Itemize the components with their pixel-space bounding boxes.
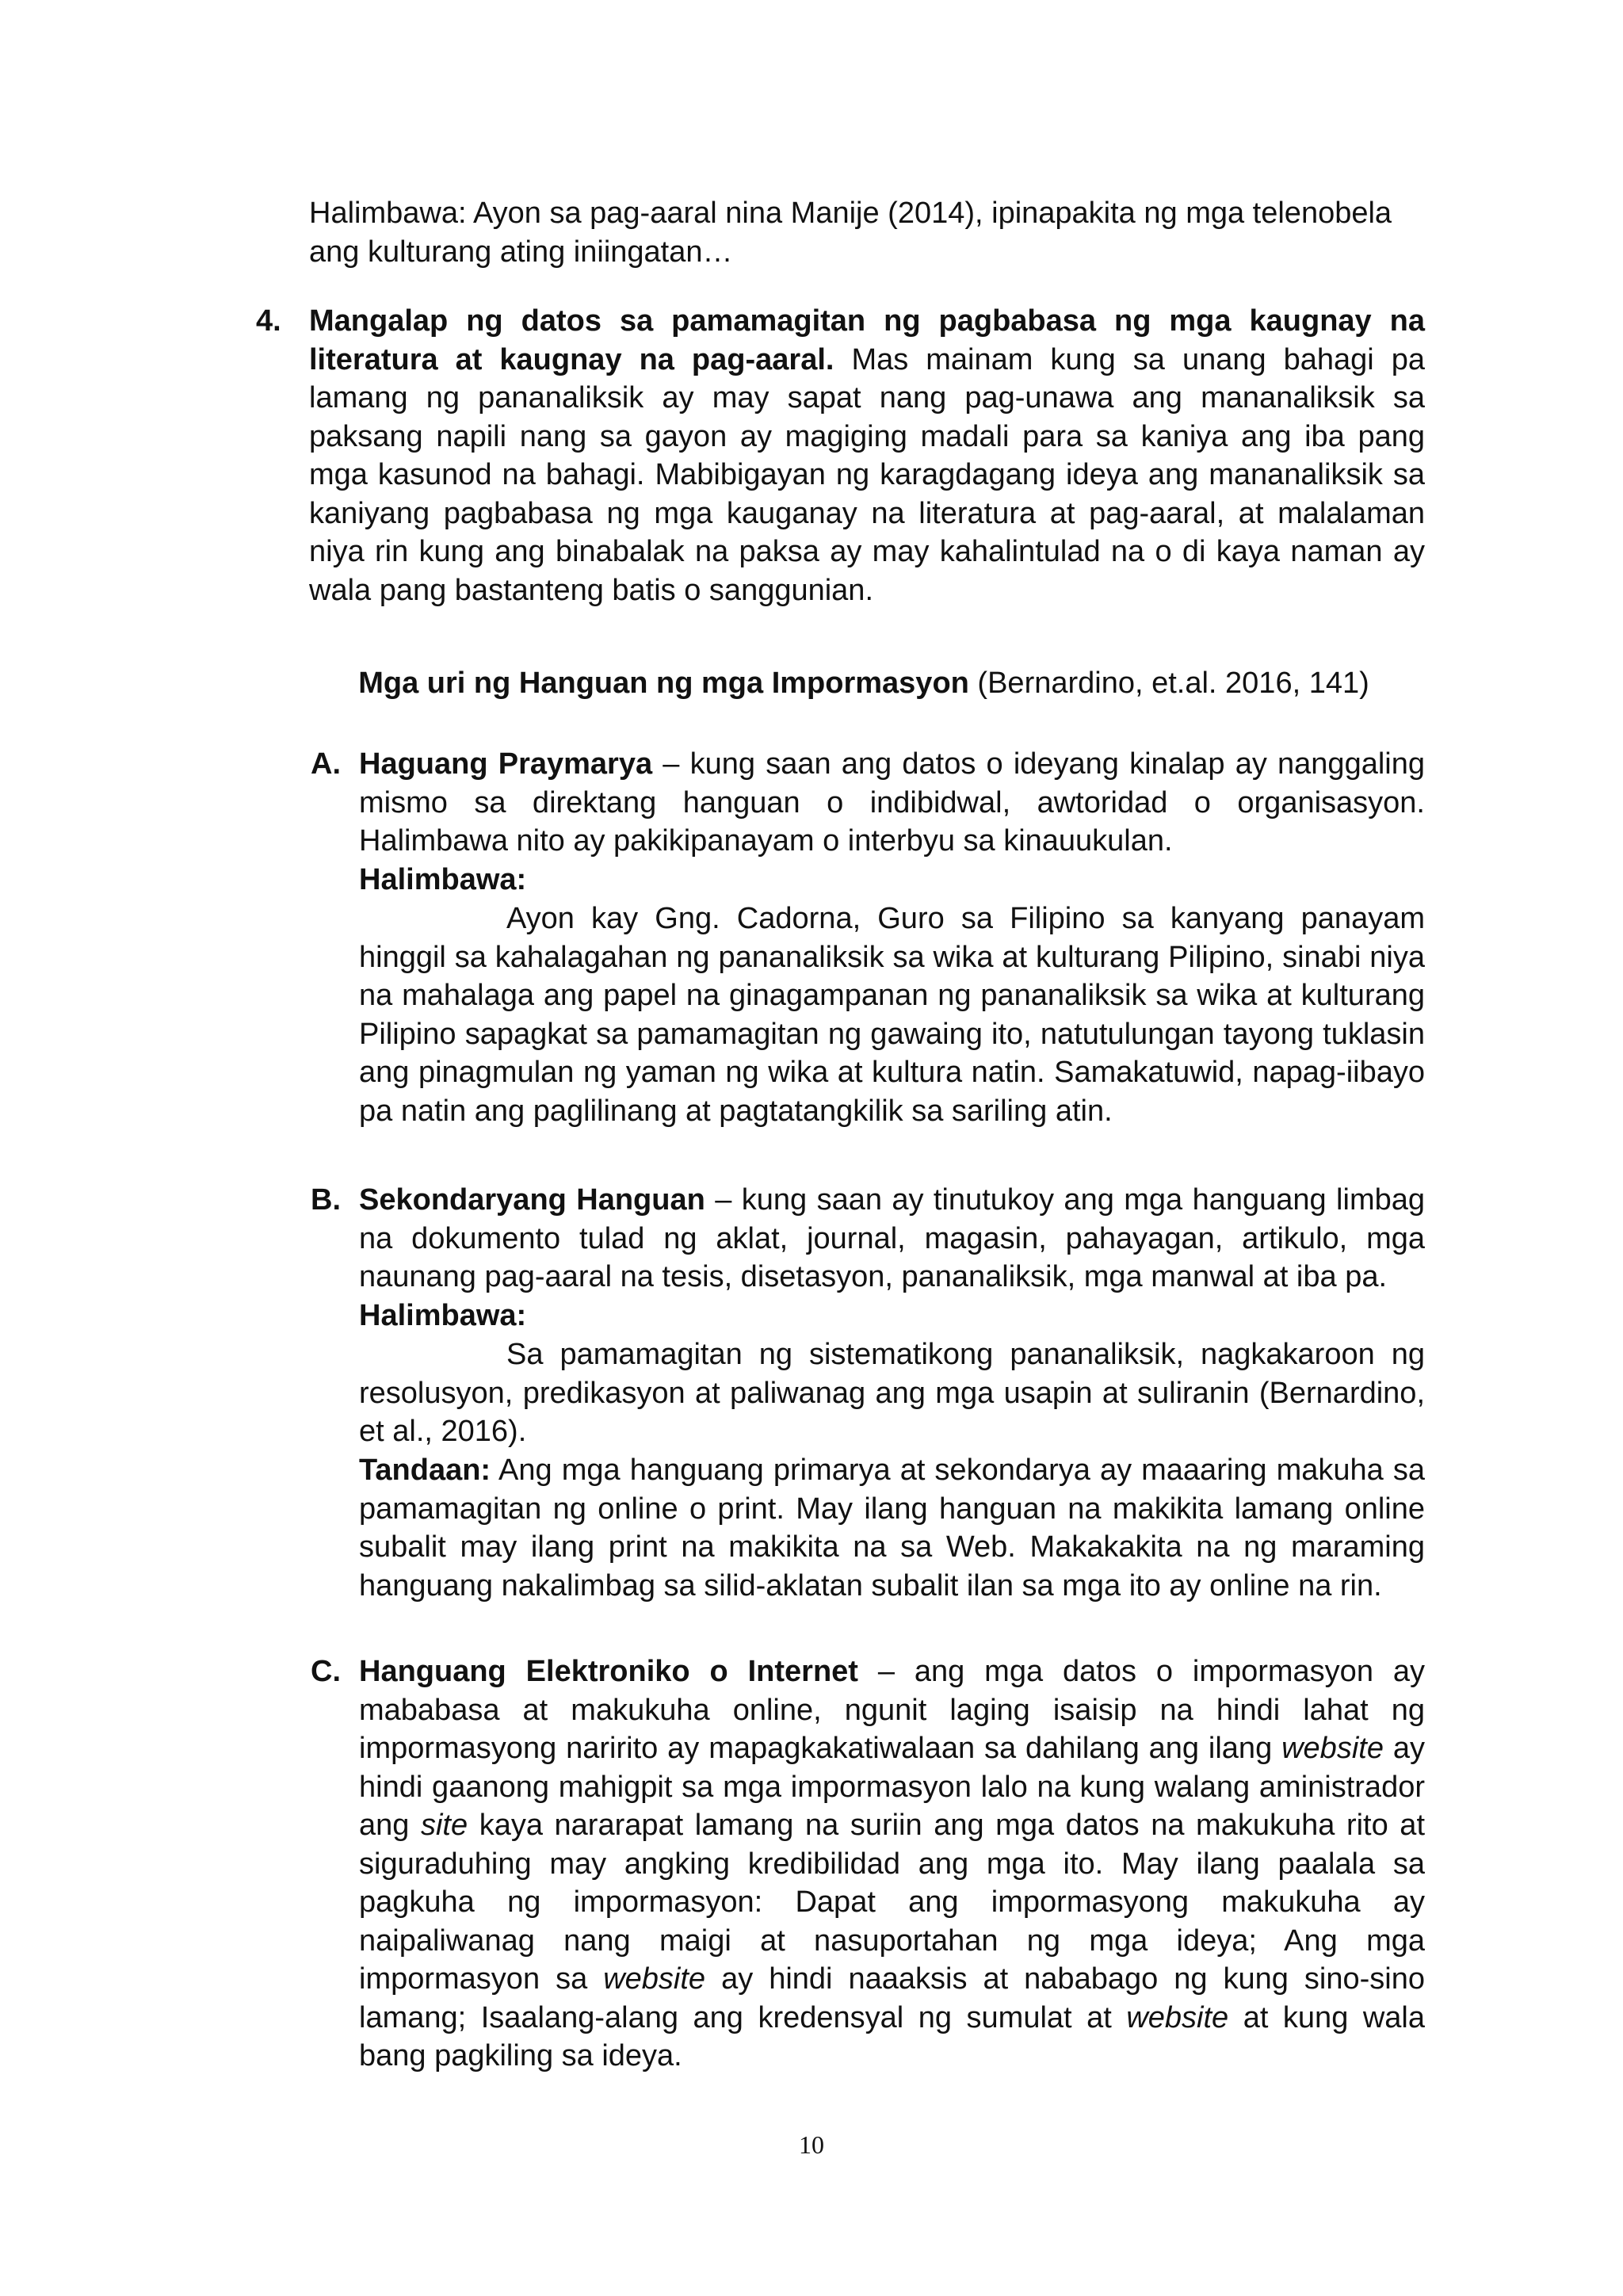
item-a-example-text: Ayon kay Gng. Cadorna, Guro sa Filipino sa kanyang panayam hinggil sa kahalagahan ng pananaliksik sa wika at kulturang Pilipino, sinabi niya na mahalaga ang papel na ginagampanan ng pananaliksik sa wika at kulturang Pilipino sapagkat sa pamamagitan ng gawaing ito, natutulungan tayong tuklasin ang pinagmulan ng yaman ng wika at kultura natin. Samakatuwid, napag-iibayo pa natin ang paglilinang at pagtatangkilik sa sariling atin. [359,902,1425,1128]
item-c-text-3: kaya nararapat lamang na suriin ang mga datos na makukuha rito at siguraduhing may angking kredibilidad ang mga ito. May ilang paalala sa pagkuha ng impormasyon: Dapat ang impormasyong makukuha ay naipaliwanag nang maigi at nasuportahan ng mga ideya; Ang mga impormasyon sa [359,1809,1425,1996]
item-c-paragraph [359,1652,1425,2076]
item-c-italic-1: website [1281,1732,1384,1765]
item-c-italic-2: site [420,1809,468,1842]
item-a-title: Haguang Praymarya [359,747,653,781]
item-a-letter: A. [311,747,341,781]
item-c-text-2: ay hindi gaanong mahigpit sa mga impormasyon lalo na kung walang aministrador ang [359,1732,1425,1842]
item-c-italic-3: website [603,1962,706,1996]
item-b-paragraph [359,1181,1425,1297]
section-heading [309,664,1419,703]
item-b-note-text: Ang mga hanguang primarya at sekondarya ay maaaring makuha sa pamamagitan ng online o print. May ilang hanguan na makikita lamang online subalit may ilang print na makikita na sa Web. Makakakita na ng maraming hanguang nakalimbag sa silid-aklatan subalit ilan sa mga ito ay online na rin. [359,1454,1425,1603]
item-c-text-1: – ang mga datos o impormasyon ay mababasa at makukuha online, ngunit laging isaisip na hindi lahat ng impormasyong naririto ay mapagkakatiwalaan sa dahilang ang ilang [359,1655,1425,1765]
item-b-note-label: Tandaan: [359,1454,491,1487]
item-4-text: Mas mainam kung sa unang bahagi pa lamang ng pananaliksik ay may sapat nang pag-unawa ang mananaliksik sa paksang napili nang sa gayon ay magiging madali para sa kaniya ang iba pang mga kasunod na bahagi. Mabibigayan ng karagdagang ideya ang mananaliksik sa kaniyang pagbabasa ng mga kauganay na literatura at pag-aaral, at malalaman niya rin kung ang binabalak na paksa ay may kahalintulad na o di kaya naman ay wala pang bastanteng batis o sanggunian. [309,342,1425,607]
section-heading-title: Mga uri ng Hanguan ng mga Impormasyon [358,667,969,700]
item-b-note [359,1451,1425,1605]
item-b-text: – kung saan ay tinutukoy ang mga hanguang limbag na dokumento tulad ng aklat, journal, magasin, pahayagan, artikulo, mga naunang pag-aaral na tesis, disetasyon, pananaliksik, mga manwal at iba pa. [359,1183,1425,1293]
intro-example [309,194,1426,271]
page-number: 10 [799,2130,824,2159]
item-b-example-label: Halimbawa: [359,1299,527,1332]
item-c-title: Hanguang Elektroniko o Internet [359,1655,858,1688]
item-b-title: Sekondaryang Hanguan [359,1183,705,1217]
item-a-paragraph [359,745,1425,861]
item-c-italic-4: website [1126,2000,1229,2034]
item-a-example-label: Halimbawa: [359,863,527,896]
item-a-text: – kung saan ang datos o ideyang kinalap ay nanggaling mismo sa direktang hanguan o indibidwal, awtoridad o organisasyon. Halimbawa nito ay pakikipanayam o interbyu sa kinauukulan. [359,747,1425,858]
section-heading-citation: (Bernardino, et.al. 2016, 141) [968,667,1369,700]
item-c-text-4: ay hindi naaaksis at nababago ng kung sino-sino lamang; Isaalang-alang ang kredensyal ng sumulat at [359,1962,1425,2034]
intro-line-2: ang kulturang ating iniingatan… [309,235,733,269]
item-c-text-5: at kung wala bang pagkiling sa ideya. [359,2000,1426,2073]
item-c-letter: C. [311,1655,341,1688]
intro-line-1: Halimbawa: Ayon sa pag-aaral nina Manije (2014), ipinapakita ng mga telenobela [309,197,1392,230]
item-4-bold-text: Mangalap ng datos sa pamamagitan ng pagbabasa ng mga kaugnay na literatura at kaugnay na pag-aaral. [309,304,1425,376]
item-b-letter: B. [311,1183,341,1217]
item-b-example-text: Sa pamamagitan ng sistematikong pananaliksik, nagkakaroon ng resolusyon, predikasyon at paliwanag ang mga usapin at suliranin (Bernardino, et al., 2016). [359,1338,1425,1448]
item-4-paragraph [309,302,1425,609]
item-4-number: 4. [256,304,281,338]
